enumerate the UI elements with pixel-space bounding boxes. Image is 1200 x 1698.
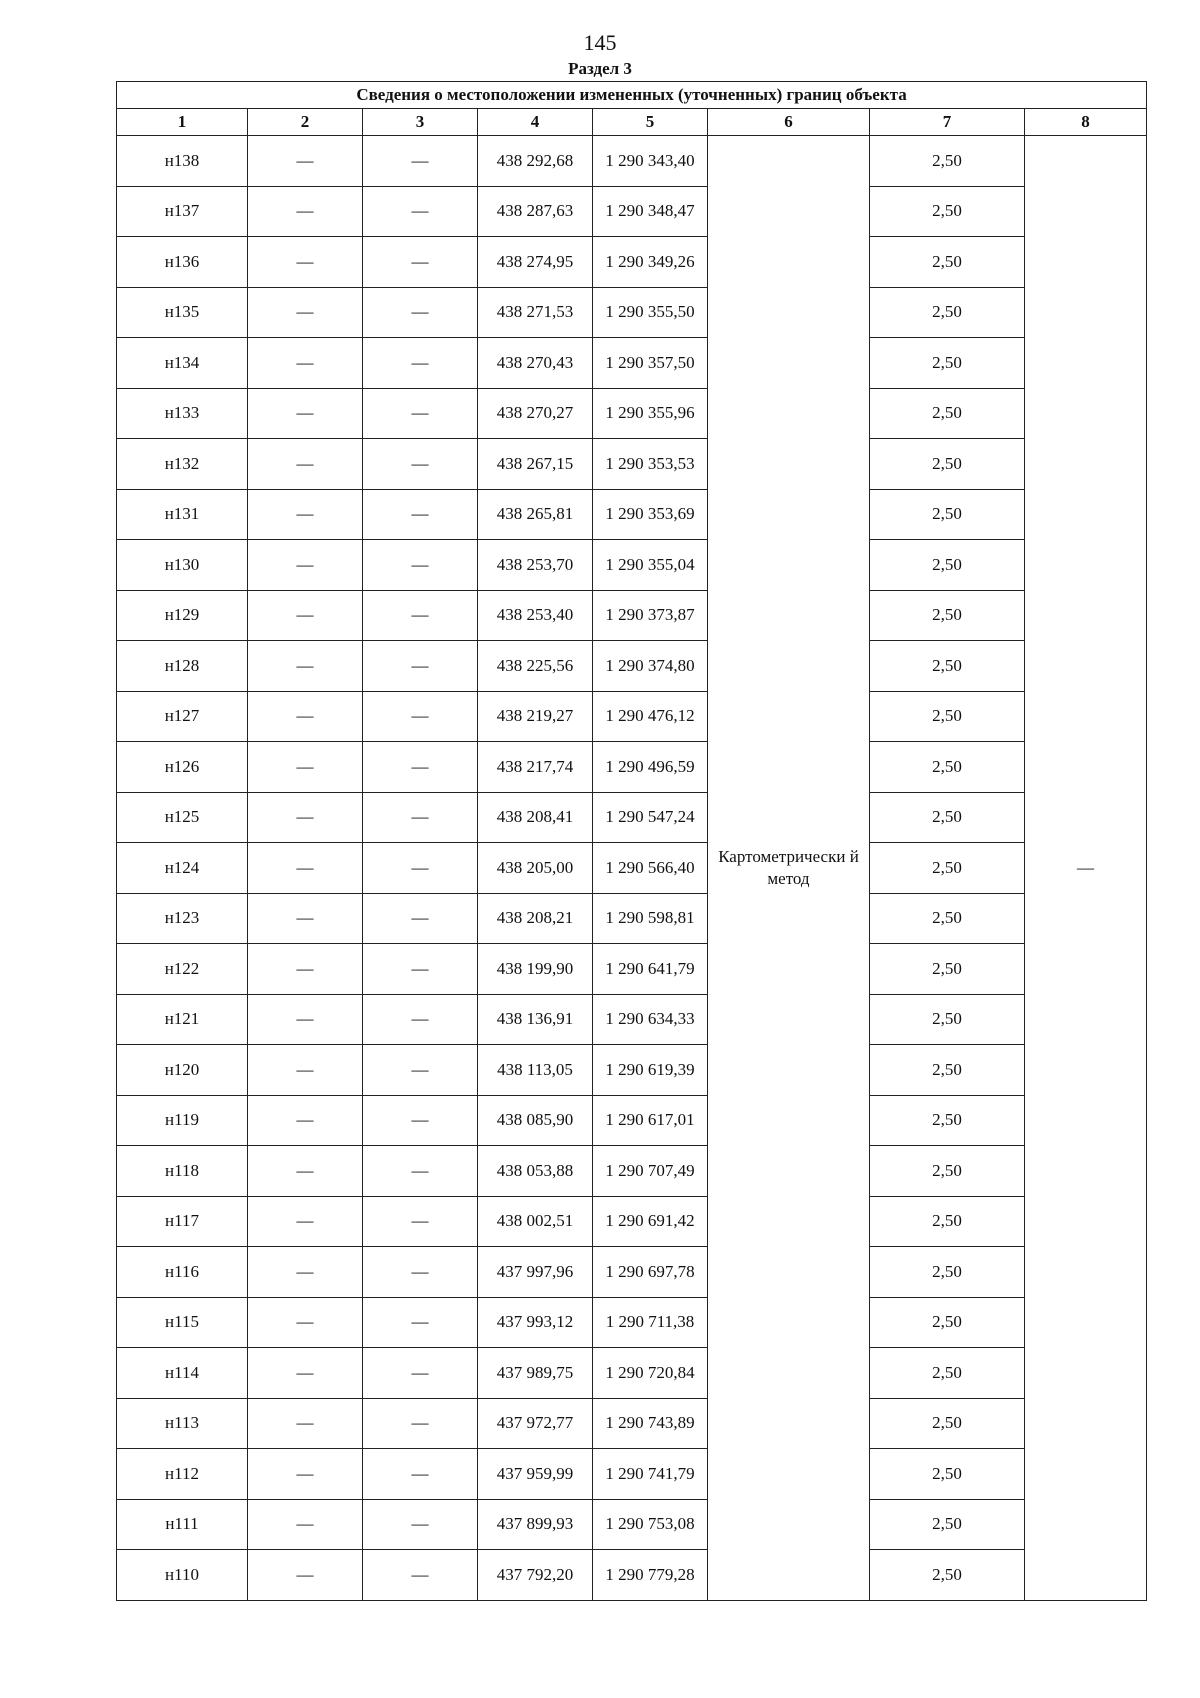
accuracy-cell: 2,50 [870, 540, 1025, 591]
column2-cell: — [248, 641, 363, 692]
column2-cell: — [248, 944, 363, 995]
y-coordinate-cell: 1 290 496,59 [593, 742, 708, 793]
column2-cell: — [248, 590, 363, 641]
point-cell: н122 [117, 944, 248, 995]
column3-cell: — [363, 944, 478, 995]
point-cell: н129 [117, 590, 248, 641]
column-number-row [117, 109, 1147, 136]
y-coordinate-cell: 1 290 355,04 [593, 540, 708, 591]
table-row [117, 1146, 1147, 1197]
point-cell: н127 [117, 691, 248, 742]
y-coordinate-cell: 1 290 357,50 [593, 338, 708, 389]
accuracy-cell: 2,50 [870, 338, 1025, 389]
y-coordinate-cell: 1 290 697,78 [593, 1247, 708, 1298]
table-row [117, 641, 1147, 692]
point-cell: н131 [117, 489, 248, 540]
point-cell: н110 [117, 1550, 248, 1601]
column3-cell: — [363, 186, 478, 237]
column3-cell: — [363, 994, 478, 1045]
x-coordinate-cell: 438 270,27 [478, 388, 593, 439]
column2-cell: — [248, 136, 363, 187]
column3-cell: — [363, 691, 478, 742]
column2-cell: — [248, 237, 363, 288]
table-row [117, 590, 1147, 641]
x-coordinate-cell: 437 972,77 [478, 1398, 593, 1449]
y-coordinate-cell: 1 290 711,38 [593, 1297, 708, 1348]
column2-cell: — [248, 287, 363, 338]
point-cell: н112 [117, 1449, 248, 1500]
table-row [117, 1095, 1147, 1146]
column2-cell: — [248, 1499, 363, 1550]
column3-cell: — [363, 287, 478, 338]
x-coordinate-cell: 437 959,99 [478, 1449, 593, 1500]
section-title: Раздел 3 [568, 59, 632, 78]
column2-cell: — [248, 1449, 363, 1500]
column2-cell: — [248, 439, 363, 490]
column3-cell: — [363, 1196, 478, 1247]
column3-cell: — [363, 1297, 478, 1348]
table-row [117, 489, 1147, 540]
boundary-coordinates-table [116, 81, 1147, 1601]
column3-cell: — [363, 893, 478, 944]
point-cell: н113 [117, 1398, 248, 1449]
column3-cell: — [363, 388, 478, 439]
accuracy-cell: 2,50 [870, 1449, 1025, 1500]
point-cell: н134 [117, 338, 248, 389]
accuracy-cell: 2,50 [870, 489, 1025, 540]
table-row [117, 944, 1147, 995]
table-row [117, 287, 1147, 338]
column2-cell: — [248, 893, 363, 944]
column2-cell: — [248, 1348, 363, 1399]
table-row [117, 186, 1147, 237]
column2-cell: — [248, 489, 363, 540]
accuracy-cell: 2,50 [870, 388, 1025, 439]
y-coordinate-cell: 1 290 343,40 [593, 136, 708, 187]
accuracy-cell: 2,50 [870, 1095, 1025, 1146]
table-caption: Сведения о местоположении измененных (уточненных) границ объекта [117, 82, 1147, 109]
column3-cell: — [363, 540, 478, 591]
x-coordinate-cell: 438 270,43 [478, 338, 593, 389]
column2-cell: — [248, 1095, 363, 1146]
y-coordinate-cell: 1 290 743,89 [593, 1398, 708, 1449]
point-cell: н125 [117, 792, 248, 843]
column3-cell: — [363, 1348, 478, 1399]
column2-cell: — [248, 388, 363, 439]
point-cell: н117 [117, 1196, 248, 1247]
accuracy-cell: 2,50 [870, 1348, 1025, 1399]
point-cell: н115 [117, 1297, 248, 1348]
x-coordinate-cell: 438 253,70 [478, 540, 593, 591]
x-coordinate-cell: 438 199,90 [478, 944, 593, 995]
point-cell: н132 [117, 439, 248, 490]
x-coordinate-cell: 438 271,53 [478, 287, 593, 338]
point-cell: н111 [117, 1499, 248, 1550]
column-number: 6 [708, 109, 870, 136]
x-coordinate-cell: 438 225,56 [478, 641, 593, 692]
method-cell: Картометрически й метод [708, 136, 870, 1601]
accuracy-cell: 2,50 [870, 186, 1025, 237]
column3-cell: — [363, 489, 478, 540]
table-row [117, 1348, 1147, 1399]
x-coordinate-cell: 437 997,96 [478, 1247, 593, 1298]
x-coordinate-cell: 437 993,12 [478, 1297, 593, 1348]
x-coordinate-cell: 438 136,91 [478, 994, 593, 1045]
table-row [117, 893, 1147, 944]
point-cell: н114 [117, 1348, 248, 1399]
x-coordinate-cell: 438 292,68 [478, 136, 593, 187]
column8-cell: — [1025, 136, 1147, 1601]
x-coordinate-cell: 438 002,51 [478, 1196, 593, 1247]
column3-cell: — [363, 1449, 478, 1500]
accuracy-cell: 2,50 [870, 287, 1025, 338]
x-coordinate-cell: 438 274,95 [478, 237, 593, 288]
column3-cell: — [363, 338, 478, 389]
y-coordinate-cell: 1 290 720,84 [593, 1348, 708, 1399]
x-coordinate-cell: 438 253,40 [478, 590, 593, 641]
accuracy-cell: 2,50 [870, 1247, 1025, 1298]
column2-cell: — [248, 1550, 363, 1601]
column3-cell: — [363, 237, 478, 288]
column-number: 3 [363, 109, 478, 136]
column2-cell: — [248, 540, 363, 591]
y-coordinate-cell: 1 290 353,69 [593, 489, 708, 540]
point-cell: н123 [117, 893, 248, 944]
x-coordinate-cell: 437 989,75 [478, 1348, 593, 1399]
table-row [117, 388, 1147, 439]
accuracy-cell: 2,50 [870, 944, 1025, 995]
accuracy-cell: 2,50 [870, 1398, 1025, 1449]
x-coordinate-cell: 438 267,15 [478, 439, 593, 490]
x-coordinate-cell: 438 053,88 [478, 1146, 593, 1197]
x-coordinate-cell: 438 085,90 [478, 1095, 593, 1146]
y-coordinate-cell: 1 290 753,08 [593, 1499, 708, 1550]
y-coordinate-cell: 1 290 348,47 [593, 186, 708, 237]
table-row [117, 439, 1147, 490]
point-cell: н138 [117, 136, 248, 187]
table-row [117, 1247, 1147, 1298]
table-row [117, 1449, 1147, 1500]
accuracy-cell: 2,50 [870, 1146, 1025, 1197]
column2-cell: — [248, 843, 363, 894]
point-cell: н130 [117, 540, 248, 591]
point-cell: н135 [117, 287, 248, 338]
page-number: 145 [583, 30, 617, 55]
accuracy-cell: 2,50 [870, 1550, 1025, 1601]
table-row [117, 1398, 1147, 1449]
accuracy-cell: 2,50 [870, 994, 1025, 1045]
column3-cell: — [363, 590, 478, 641]
x-coordinate-cell: 438 265,81 [478, 489, 593, 540]
column3-cell: — [363, 742, 478, 793]
y-coordinate-cell: 1 290 598,81 [593, 893, 708, 944]
x-coordinate-cell: 438 219,27 [478, 691, 593, 742]
column2-cell: — [248, 994, 363, 1045]
point-cell: н136 [117, 237, 248, 288]
table-row [117, 691, 1147, 742]
column-number: 2 [248, 109, 363, 136]
table-row [117, 742, 1147, 793]
y-coordinate-cell: 1 290 779,28 [593, 1550, 708, 1601]
column3-cell: — [363, 1045, 478, 1096]
x-coordinate-cell: 438 208,41 [478, 792, 593, 843]
y-coordinate-cell: 1 290 353,53 [593, 439, 708, 490]
point-cell: н119 [117, 1095, 248, 1146]
table-row [117, 1196, 1147, 1247]
column3-cell: — [363, 792, 478, 843]
point-cell: н137 [117, 186, 248, 237]
accuracy-cell: 2,50 [870, 439, 1025, 490]
accuracy-cell: 2,50 [870, 590, 1025, 641]
x-coordinate-cell: 438 287,63 [478, 186, 593, 237]
point-cell: н116 [117, 1247, 248, 1298]
column3-cell: — [363, 641, 478, 692]
column2-cell: — [248, 1045, 363, 1096]
column2-cell: — [248, 792, 363, 843]
x-coordinate-cell: 438 205,00 [478, 843, 593, 894]
column2-cell: — [248, 338, 363, 389]
x-coordinate-cell: 437 792,20 [478, 1550, 593, 1601]
accuracy-cell: 2,50 [870, 893, 1025, 944]
table-row [117, 843, 1147, 894]
accuracy-cell: 2,50 [870, 843, 1025, 894]
table-row [117, 1499, 1147, 1550]
point-cell: н124 [117, 843, 248, 894]
y-coordinate-cell: 1 290 634,33 [593, 994, 708, 1045]
table-row [117, 1550, 1147, 1601]
accuracy-cell: 2,50 [870, 1499, 1025, 1550]
column3-cell: — [363, 843, 478, 894]
column3-cell: — [363, 136, 478, 187]
y-coordinate-cell: 1 290 617,01 [593, 1095, 708, 1146]
table-row [117, 136, 1147, 187]
y-coordinate-cell: 1 290 566,40 [593, 843, 708, 894]
column2-cell: — [248, 186, 363, 237]
column-number: 5 [593, 109, 708, 136]
column2-cell: — [248, 1146, 363, 1197]
table-row [117, 338, 1147, 389]
table-body [117, 136, 1147, 1601]
y-coordinate-cell: 1 290 707,49 [593, 1146, 708, 1197]
column2-cell: — [248, 1297, 363, 1348]
y-coordinate-cell: 1 290 373,87 [593, 590, 708, 641]
column3-cell: — [363, 439, 478, 490]
column2-cell: — [248, 691, 363, 742]
point-cell: н118 [117, 1146, 248, 1197]
accuracy-cell: 2,50 [870, 1196, 1025, 1247]
table-row [117, 792, 1147, 843]
column2-cell: — [248, 1196, 363, 1247]
x-coordinate-cell: 437 899,93 [478, 1499, 593, 1550]
accuracy-cell: 2,50 [870, 136, 1025, 187]
y-coordinate-cell: 1 290 476,12 [593, 691, 708, 742]
point-cell: н120 [117, 1045, 248, 1096]
column3-cell: — [363, 1398, 478, 1449]
y-coordinate-cell: 1 290 619,39 [593, 1045, 708, 1096]
column-number: 8 [1025, 109, 1147, 136]
table-row [117, 1045, 1147, 1096]
accuracy-cell: 2,50 [870, 691, 1025, 742]
point-cell: н126 [117, 742, 248, 793]
table-row [117, 1297, 1147, 1348]
point-cell: н133 [117, 388, 248, 439]
x-coordinate-cell: 438 208,21 [478, 893, 593, 944]
y-coordinate-cell: 1 290 691,42 [593, 1196, 708, 1247]
y-coordinate-cell: 1 290 349,26 [593, 237, 708, 288]
table-row [117, 540, 1147, 591]
point-cell: н128 [117, 641, 248, 692]
y-coordinate-cell: 1 290 355,50 [593, 287, 708, 338]
column3-cell: — [363, 1146, 478, 1197]
point-cell: н121 [117, 994, 248, 1045]
y-coordinate-cell: 1 290 355,96 [593, 388, 708, 439]
column3-cell: — [363, 1550, 478, 1601]
y-coordinate-cell: 1 290 641,79 [593, 944, 708, 995]
column-number: 4 [478, 109, 593, 136]
column-number: 1 [117, 109, 248, 136]
column2-cell: — [248, 1247, 363, 1298]
accuracy-cell: 2,50 [870, 1297, 1025, 1348]
x-coordinate-cell: 438 217,74 [478, 742, 593, 793]
column3-cell: — [363, 1499, 478, 1550]
y-coordinate-cell: 1 290 547,24 [593, 792, 708, 843]
accuracy-cell: 2,50 [870, 237, 1025, 288]
column3-cell: — [363, 1247, 478, 1298]
y-coordinate-cell: 1 290 374,80 [593, 641, 708, 692]
column3-cell: — [363, 1095, 478, 1146]
column2-cell: — [248, 742, 363, 793]
accuracy-cell: 2,50 [870, 742, 1025, 793]
accuracy-cell: 2,50 [870, 792, 1025, 843]
x-coordinate-cell: 438 113,05 [478, 1045, 593, 1096]
accuracy-cell: 2,50 [870, 1045, 1025, 1096]
column2-cell: — [248, 1398, 363, 1449]
column-number: 7 [870, 109, 1025, 136]
table-row [117, 237, 1147, 288]
accuracy-cell: 2,50 [870, 641, 1025, 692]
table-row [117, 994, 1147, 1045]
y-coordinate-cell: 1 290 741,79 [593, 1449, 708, 1500]
